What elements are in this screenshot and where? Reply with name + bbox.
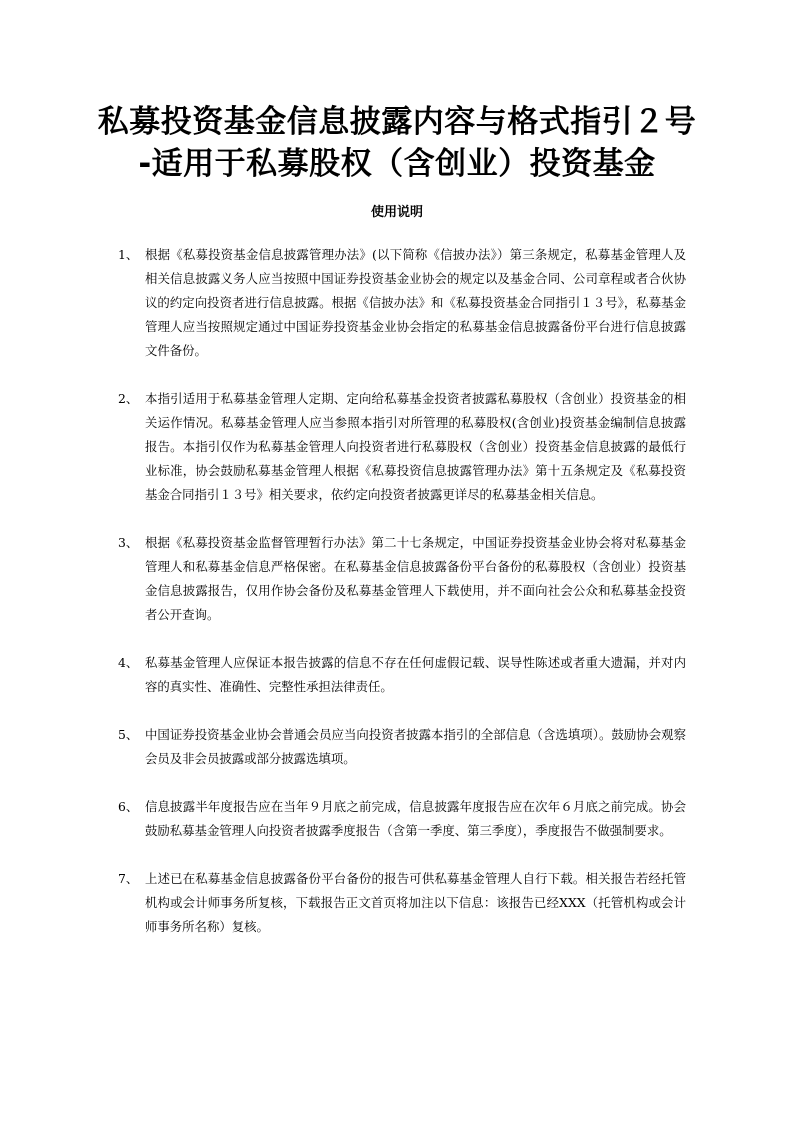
item-number: 7、 (118, 871, 139, 886)
instruction-item-3 (118, 531, 686, 627)
item-text: 中国证券投资基金业协会普通会员应当向投资者披露本指引的全部信息（含选填项）。鼓励协会观察会员及非会员披露或部分披露选填项。 (145, 727, 686, 766)
item-text: 根据《私募投资基金监督管理暂行办法》第二十七条规定，中国证券投资基金业协会将对私募基金管理人和私募基金信息严格保密。在私募基金信息披露备份平台备份的私募股权（含创业）投资基金信息披露报告，仅用作协会备份及私募基金管理人下载使用，并不面向社会公众和私募基金投资者公开查询。 (145, 535, 686, 622)
item-text: 根据《私募投资基金信息披露管理办法》(以下简称《信披办法》）第三条规定，私募基金管理人及相关信息披露义务人应当按照中国证券投资基金业协会的规定以及基金合同、公司章程或者合伙协议的约定向投资者进行信息披露。根据《信披办法》和《私募投资基金合同指引１３号》，私募基金管理人应当按照规定通过中国证券投资基金业协会指定的私募基金信息披露备份平台进行信息披露文件备份。 (145, 247, 686, 358)
item-number: 1、 (118, 247, 139, 262)
instruction-item-4 (118, 651, 686, 699)
item-number: 5、 (118, 727, 139, 742)
instruction-list (118, 243, 686, 963)
document-title-line-1: 私募投资基金信息披露内容与格式指引２号 (97, 104, 697, 140)
item-number: 6、 (118, 799, 139, 814)
item-number: 3、 (118, 535, 139, 550)
item-number: 4、 (118, 655, 139, 670)
document-title-line-2: -适用于私募股权（含创业）投资基金 (138, 146, 656, 182)
item-number: 2、 (118, 391, 139, 406)
section-heading: 使用说明 (370, 205, 423, 220)
instruction-item-1 (118, 243, 686, 363)
instruction-item-7 (118, 867, 686, 939)
item-text: 信息披露半年度报告应在当年９月底之前完成，信息披露年度报告应在次年６月底之前完成。协会鼓励私募基金管理人向投资者披露季度报告（含第一季度、第三季度），季度报告不做强制要求。 (145, 799, 686, 838)
item-text: 本指引适用于私募基金管理人定期、定向给私募基金投资者披露私募股权（含创业）投资基金的相关运作情况。私募基金管理人应当参照本指引对所管理的私募股权(含创业)投资基金编制信息披露报告。本指引仅作为私募基金管理人向投资者进行私募股权（含创业）投资基金信息披露的最低行业标准，协会鼓励私募基金管理人根据《私募投资信息披露管理办法》第十五条规定及《私募投资基金合同指引１３号》相关要求，依约定向投资者披露更详尽的私募基金相关信息。 (145, 391, 686, 502)
instruction-item-5 (118, 723, 686, 771)
instruction-item-2 (118, 387, 686, 507)
instruction-item-6 (118, 795, 686, 843)
item-text: 私募基金管理人应保证本报告披露的信息不存在任何虚假记载、误导性陈述或者重大遗漏，并对内容的真实性、准确性、完整性承担法律责任。 (145, 655, 686, 694)
item-text: 上述已在私募基金信息披露备份平台备份的报告可供私募基金管理人自行下载。相关报告若经托管机构或会计师事务所复核，下载报告正文首页将加注以下信息：该报告已经XXX（托管机构或会计师事务所名称）复核。 (145, 871, 686, 934)
